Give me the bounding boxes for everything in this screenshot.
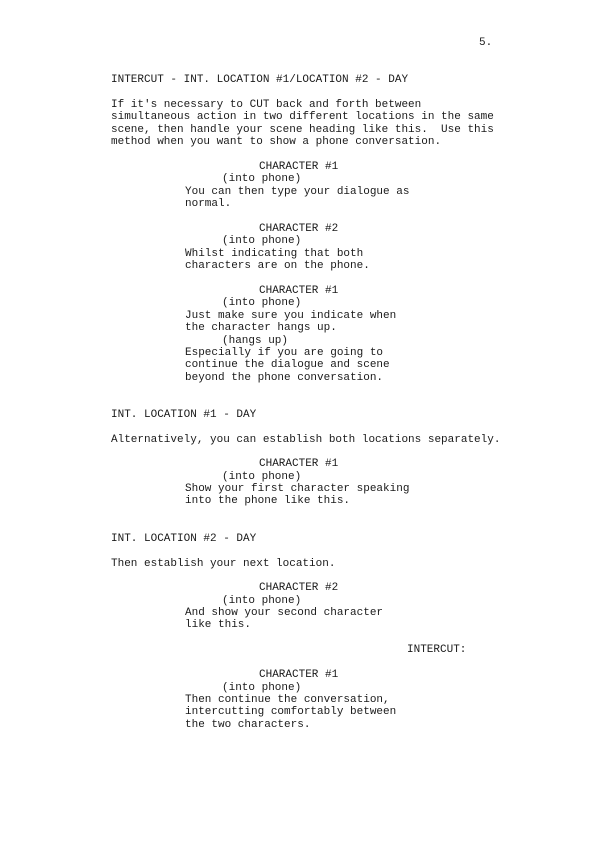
dialogue-line: You can then type your dialogue as xyxy=(185,186,410,198)
transition: INTERCUT: xyxy=(407,644,467,656)
dialogue-line: characters are on the phone. xyxy=(185,260,370,273)
dialogue xyxy=(185,310,396,335)
parenthetical: (into phone) xyxy=(222,682,302,694)
dialogue-line: normal. xyxy=(185,198,232,211)
parenthetical: (into phone) xyxy=(222,235,302,247)
action-line: scene, then handle your scene heading like this. Use this xyxy=(111,123,494,136)
action-intro xyxy=(111,99,494,149)
dialogue-line: beyond the phone conversation. xyxy=(185,371,384,384)
parenthetical: (into phone) xyxy=(222,297,302,309)
dialogue-line: And show your second character xyxy=(185,607,384,619)
dialogue xyxy=(185,347,390,384)
action-line: If it's necessary to CUT back and forth between xyxy=(111,99,422,111)
dialogue xyxy=(185,483,409,508)
dialogue xyxy=(185,607,383,632)
parenthetical: (into phone) xyxy=(222,595,302,607)
scene-heading-intercut: INTERCUT - INT. LOCATION #1/LOCATION #2 - DAY xyxy=(111,74,409,86)
parenthetical: (into phone) xyxy=(222,173,302,185)
dialogue-line: the character hangs up. xyxy=(185,322,337,335)
dialogue-line: Especially if you are going to xyxy=(185,347,384,359)
character-name: CHARACTER #1 xyxy=(259,458,339,470)
character-name: CHARACTER #1 xyxy=(259,669,339,681)
dialogue xyxy=(185,694,396,731)
dialogue-line: Whilst indicating that both xyxy=(185,248,364,260)
dialogue-line: Show your first character speaking xyxy=(185,483,410,495)
dialogue-line: continue the dialogue and scene xyxy=(185,359,390,372)
dialogue-line: intercutting comfortably between xyxy=(185,706,397,719)
dialogue-line: the two characters. xyxy=(185,718,311,731)
action-location-2: Then establish your next location. xyxy=(111,558,336,570)
scene-heading-location-2: INT. LOCATION #2 - DAY xyxy=(111,533,257,545)
action-line: simultaneous action in two different locations in the same xyxy=(111,111,494,124)
character-name: CHARACTER #1 xyxy=(259,285,339,297)
character-name: CHARACTER #2 xyxy=(259,582,339,594)
parenthetical: (into phone) xyxy=(222,471,302,483)
scene-heading-location-1: INT. LOCATION #1 - DAY xyxy=(111,409,257,421)
dialogue-line: Just make sure you indicate when xyxy=(185,310,397,322)
dialogue-line: Then continue the conversation, xyxy=(185,694,390,706)
character-name: CHARACTER #1 xyxy=(259,161,339,173)
action-location-1: Alternatively, you can establish both locations separately. xyxy=(111,434,501,446)
dialogue-line: into the phone like this. xyxy=(185,495,351,508)
dialogue xyxy=(185,248,370,273)
page-number: 5. xyxy=(479,37,493,49)
action-line: method when you want to show a phone conversation. xyxy=(111,136,442,149)
dialogue-line: like this. xyxy=(185,619,252,632)
dialogue xyxy=(185,186,409,211)
parenthetical: (hangs up) xyxy=(222,335,289,347)
character-name: CHARACTER #2 xyxy=(259,223,339,235)
